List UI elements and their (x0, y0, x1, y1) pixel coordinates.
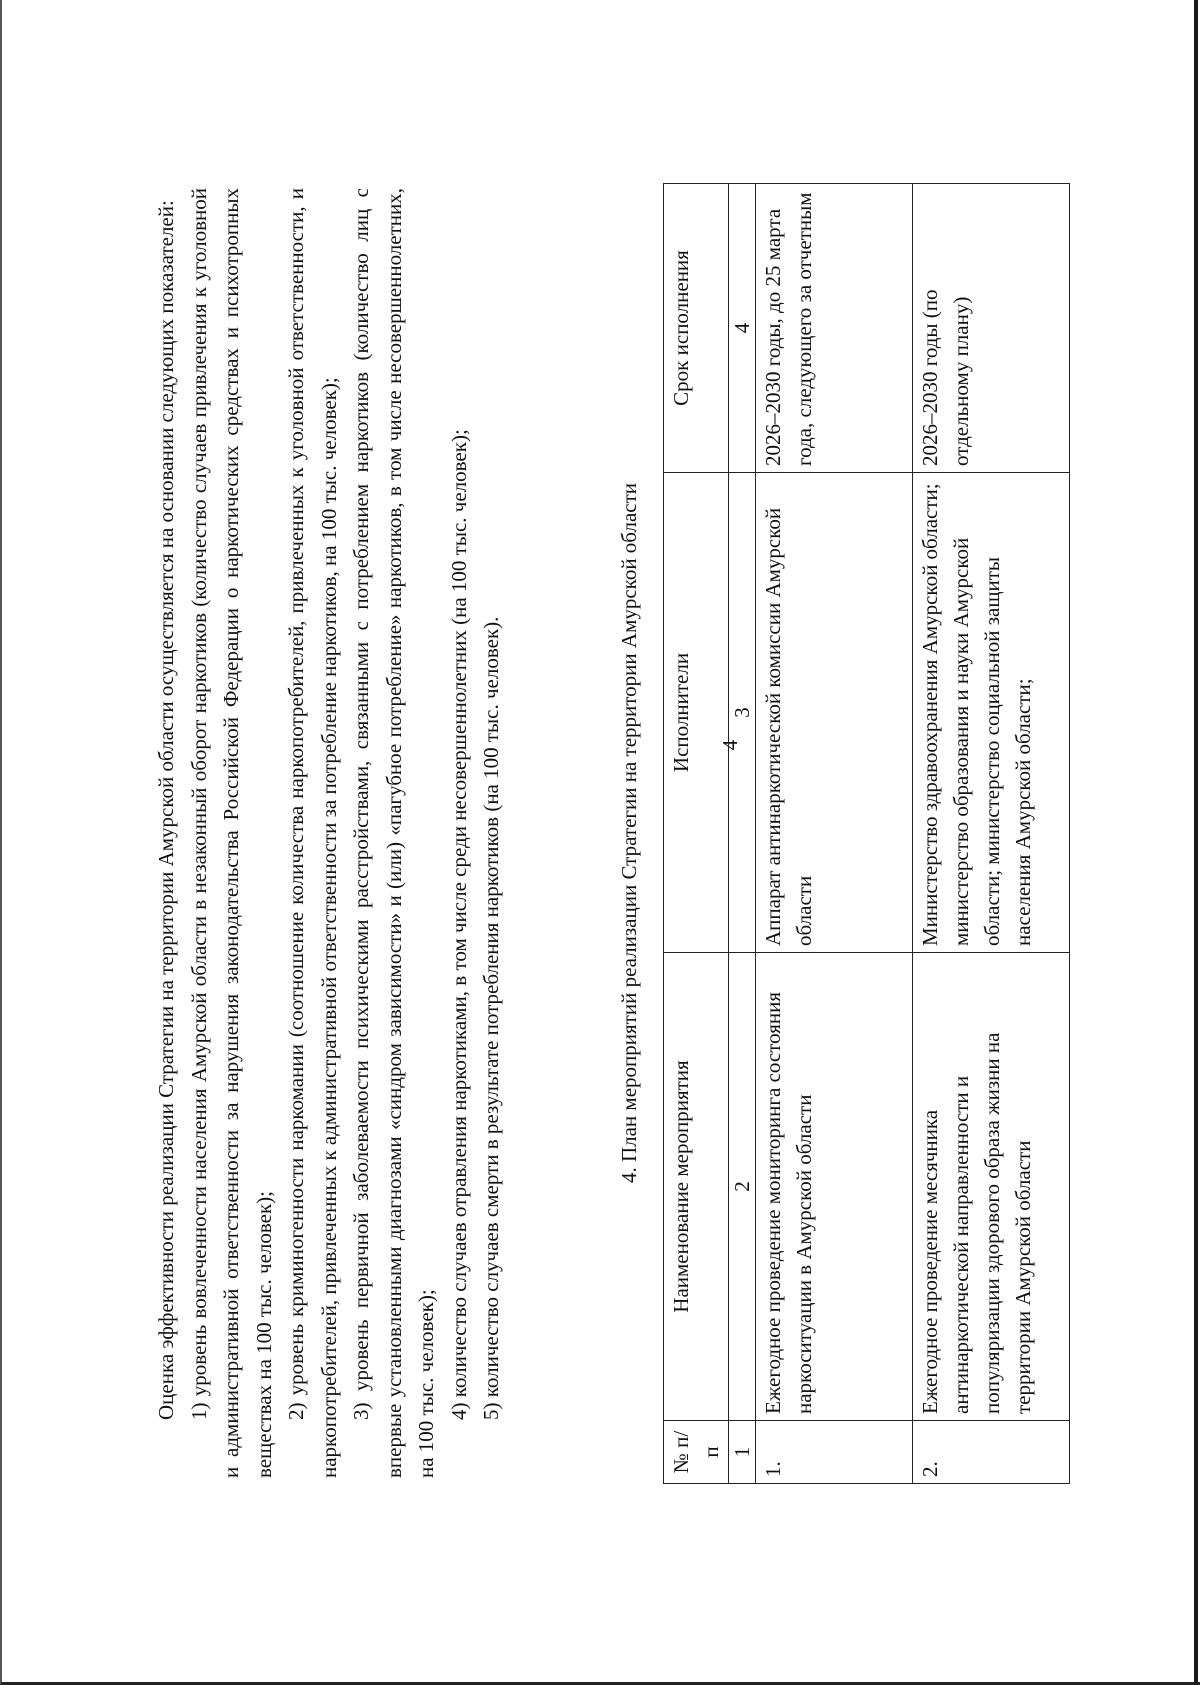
intro-text (150, 188, 508, 1478)
intro-paragraph: Оценка эффективности реализации Стратегии на территории Амурской области осуществляется на основании следующих показателей: (154, 200, 178, 1420)
indicator-4: 4) количество случаев отравления наркотиками, в том числе среди несовершеннолетних (на 100 тыс. человек); (446, 429, 471, 1420)
indicator-1: 1) уровень вовлеченности населения Амурской области в незаконный оборот наркотиков (количество случаев привлечения к уголовной и административной ответственности за нарушения законодательства Российской Федерации о наркотических средствах и психотропных веществах на 100 тыс. человек); (186, 188, 276, 1478)
row-num: 2. (913, 1421, 1070, 1484)
header-num: № п/п (664, 1421, 729, 1484)
row-exec: Аппарат антинаркотической комиссии Амурской области (756, 473, 913, 953)
header-name: Наименование мероприятия (664, 953, 729, 1421)
table-header-row (664, 184, 729, 1484)
page-number: 4 (718, 739, 742, 751)
indicator-5: 5) количество случаев смерти в результате потребления наркотиков (на 100 тыс. человек). (479, 616, 503, 1420)
indicator-2: 2) уровень криминогенности наркомании (соотношение количества наркопотребителей, привлеченных к уголовной ответственности, и наркопотребителей, привлеченных к административной ответственности за потребление наркотиков, на 100 тыс. человек); (284, 188, 341, 1478)
row-name: Ежегодное проведение месячника антинаркотической направленности и популяризации здорового образа жизни на территории Амурской области (913, 953, 1070, 1421)
row-exec: Министерство здравоохранения Амурской области; министерство образования и науки Амурской области; министерство социальной защиты населения Амурской области; (913, 473, 1070, 953)
col-number: 4 (729, 184, 756, 473)
section-title: 4. План мероприятий реализации Стратегии на территории Амурской области (617, 482, 641, 1184)
plan-table (663, 183, 1070, 1484)
col-number: 2 (729, 953, 756, 1421)
row-term: 2026–2030 годы (по отдельному плану) (913, 184, 1070, 473)
row-term: 2026–2030 годы, до 25 марта года, следующего за отчетным (756, 184, 913, 473)
row-num: 1. (756, 1421, 913, 1484)
column-number-row (729, 184, 756, 1484)
row-name: Ежегодное проведение мониторинга состояния наркоситуации в Амурской области (756, 953, 913, 1421)
table-row (913, 184, 1070, 1484)
header-term: Срок исполнения (664, 184, 729, 473)
table-row (756, 184, 913, 1484)
header-exec: Исполнители (664, 473, 729, 953)
indicator-3: 3) уровень первичной заболеваемости психическими расстройствами, связанными с потреблением наркотиков (количество лиц с впервые установленными диагнозами «синдром зависимости» и (или) «пагубное потребление» наркотиков, в том числе несовершеннолетних, на 100 тыс. человек); (349, 188, 438, 1478)
col-number: 3 (729, 473, 756, 953)
col-number: 1 (729, 1421, 756, 1484)
